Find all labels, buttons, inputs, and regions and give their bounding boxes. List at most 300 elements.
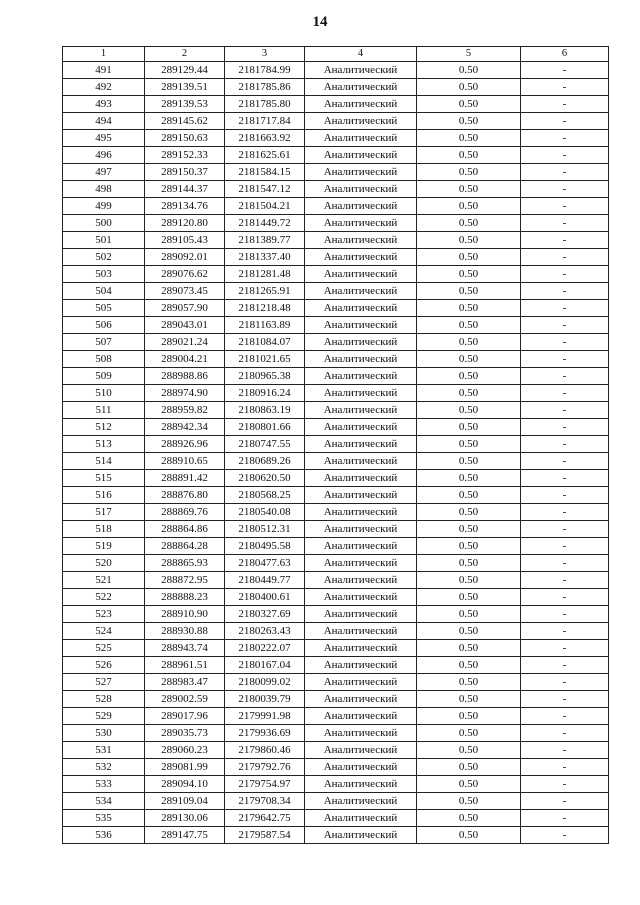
y-coordinate-cell: 2180620.50 xyxy=(225,470,305,487)
method-cell: Аналитический xyxy=(305,351,417,368)
note-cell: - xyxy=(521,79,609,96)
method-cell: Аналитический xyxy=(305,198,417,215)
accuracy-cell: 0.50 xyxy=(417,453,521,470)
x-coordinate-cell: 288926.96 xyxy=(145,436,225,453)
accuracy-cell: 0.50 xyxy=(417,181,521,198)
table-row xyxy=(63,487,609,504)
point-number-cell: 512 xyxy=(63,419,145,436)
note-cell: - xyxy=(521,334,609,351)
x-coordinate-cell: 288974.90 xyxy=(145,385,225,402)
table-row xyxy=(63,742,609,759)
point-number-cell: 519 xyxy=(63,538,145,555)
table-row xyxy=(63,334,609,351)
note-cell: - xyxy=(521,555,609,572)
y-coordinate-cell: 2180167.04 xyxy=(225,657,305,674)
x-coordinate-cell: 289004.21 xyxy=(145,351,225,368)
method-cell: Аналитический xyxy=(305,113,417,130)
accuracy-cell: 0.50 xyxy=(417,402,521,419)
accuracy-cell: 0.50 xyxy=(417,725,521,742)
table-row xyxy=(63,827,609,844)
accuracy-cell: 0.50 xyxy=(417,555,521,572)
point-number-cell: 497 xyxy=(63,164,145,181)
method-cell: Аналитический xyxy=(305,283,417,300)
table-row xyxy=(63,62,609,79)
accuracy-cell: 0.50 xyxy=(417,419,521,436)
y-coordinate-cell: 2180747.55 xyxy=(225,436,305,453)
note-cell: - xyxy=(521,708,609,725)
x-coordinate-cell: 289105.43 xyxy=(145,232,225,249)
point-number-cell: 526 xyxy=(63,657,145,674)
y-coordinate-cell: 2181281.48 xyxy=(225,266,305,283)
accuracy-cell: 0.50 xyxy=(417,589,521,606)
method-cell: Аналитический xyxy=(305,742,417,759)
y-coordinate-cell: 2181547.12 xyxy=(225,181,305,198)
table-row xyxy=(63,96,609,113)
point-number-cell: 525 xyxy=(63,640,145,657)
note-cell: - xyxy=(521,572,609,589)
accuracy-cell: 0.50 xyxy=(417,436,521,453)
y-coordinate-cell: 2181784.99 xyxy=(225,62,305,79)
table-row xyxy=(63,198,609,215)
y-coordinate-cell: 2181265.91 xyxy=(225,283,305,300)
x-coordinate-cell: 288983.47 xyxy=(145,674,225,691)
x-coordinate-cell: 288930.88 xyxy=(145,623,225,640)
y-coordinate-cell: 2179936.69 xyxy=(225,725,305,742)
y-coordinate-cell: 2180916.24 xyxy=(225,385,305,402)
note-cell: - xyxy=(521,283,609,300)
method-cell: Аналитический xyxy=(305,368,417,385)
method-cell: Аналитический xyxy=(305,300,417,317)
note-cell: - xyxy=(521,810,609,827)
x-coordinate-cell: 288988.86 xyxy=(145,368,225,385)
y-coordinate-cell: 2180801.66 xyxy=(225,419,305,436)
point-number-cell: 535 xyxy=(63,810,145,827)
y-coordinate-cell: 2181389.77 xyxy=(225,232,305,249)
y-coordinate-cell: 2180512.31 xyxy=(225,521,305,538)
method-cell: Аналитический xyxy=(305,79,417,96)
note-cell: - xyxy=(521,793,609,810)
y-coordinate-cell: 2180400.61 xyxy=(225,589,305,606)
accuracy-cell: 0.50 xyxy=(417,266,521,283)
accuracy-cell: 0.50 xyxy=(417,368,521,385)
table-row xyxy=(63,436,609,453)
point-number-cell: 527 xyxy=(63,674,145,691)
table-row xyxy=(63,776,609,793)
y-coordinate-cell: 2180327.69 xyxy=(225,606,305,623)
y-coordinate-cell: 2181218.48 xyxy=(225,300,305,317)
x-coordinate-cell: 289139.53 xyxy=(145,96,225,113)
y-coordinate-cell: 2179991.98 xyxy=(225,708,305,725)
method-cell: Аналитический xyxy=(305,640,417,657)
table-row xyxy=(63,470,609,487)
note-cell: - xyxy=(521,62,609,79)
accuracy-cell: 0.50 xyxy=(417,385,521,402)
table-body xyxy=(63,62,609,844)
y-coordinate-cell: 2179860.46 xyxy=(225,742,305,759)
method-cell: Аналитический xyxy=(305,402,417,419)
note-cell: - xyxy=(521,181,609,198)
note-cell: - xyxy=(521,827,609,844)
x-coordinate-cell: 289073.45 xyxy=(145,283,225,300)
method-cell: Аналитический xyxy=(305,827,417,844)
point-number-cell: 495 xyxy=(63,130,145,147)
y-coordinate-cell: 2179587.54 xyxy=(225,827,305,844)
note-cell: - xyxy=(521,198,609,215)
method-cell: Аналитический xyxy=(305,623,417,640)
note-cell: - xyxy=(521,504,609,521)
y-coordinate-cell: 2180863.19 xyxy=(225,402,305,419)
accuracy-cell: 0.50 xyxy=(417,317,521,334)
point-number-cell: 505 xyxy=(63,300,145,317)
point-number-cell: 492 xyxy=(63,79,145,96)
method-cell: Аналитический xyxy=(305,504,417,521)
x-coordinate-cell: 289120.80 xyxy=(145,215,225,232)
note-cell: - xyxy=(521,538,609,555)
method-cell: Аналитический xyxy=(305,810,417,827)
point-number-cell: 491 xyxy=(63,62,145,79)
table-row xyxy=(63,555,609,572)
point-number-cell: 521 xyxy=(63,572,145,589)
table-row xyxy=(63,317,609,334)
x-coordinate-cell: 289017.96 xyxy=(145,708,225,725)
method-cell: Аналитический xyxy=(305,130,417,147)
note-cell: - xyxy=(521,589,609,606)
method-cell: Аналитический xyxy=(305,232,417,249)
note-cell: - xyxy=(521,640,609,657)
x-coordinate-cell: 289145.62 xyxy=(145,113,225,130)
y-coordinate-cell: 2180039.79 xyxy=(225,691,305,708)
x-coordinate-cell: 289043.01 xyxy=(145,317,225,334)
note-cell: - xyxy=(521,776,609,793)
note-cell: - xyxy=(521,300,609,317)
accuracy-cell: 0.50 xyxy=(417,793,521,810)
y-coordinate-cell: 2181449.72 xyxy=(225,215,305,232)
accuracy-cell: 0.50 xyxy=(417,249,521,266)
x-coordinate-cell: 288888.23 xyxy=(145,589,225,606)
table-row xyxy=(63,130,609,147)
accuracy-cell: 0.50 xyxy=(417,521,521,538)
accuracy-cell: 0.50 xyxy=(417,334,521,351)
accuracy-cell: 0.50 xyxy=(417,300,521,317)
point-number-cell: 501 xyxy=(63,232,145,249)
accuracy-cell: 0.50 xyxy=(417,198,521,215)
accuracy-cell: 0.50 xyxy=(417,640,521,657)
x-coordinate-cell: 289094.10 xyxy=(145,776,225,793)
x-coordinate-cell: 289139.51 xyxy=(145,79,225,96)
x-coordinate-cell: 289129.44 xyxy=(145,62,225,79)
y-coordinate-cell: 2179754.97 xyxy=(225,776,305,793)
table-row xyxy=(63,79,609,96)
table-row xyxy=(63,810,609,827)
point-number-cell: 516 xyxy=(63,487,145,504)
point-number-cell: 498 xyxy=(63,181,145,198)
x-coordinate-cell: 288864.86 xyxy=(145,521,225,538)
point-number-cell: 529 xyxy=(63,708,145,725)
table-row xyxy=(63,674,609,691)
accuracy-cell: 0.50 xyxy=(417,351,521,368)
note-cell: - xyxy=(521,470,609,487)
accuracy-cell: 0.50 xyxy=(417,283,521,300)
table-row xyxy=(63,725,609,742)
note-cell: - xyxy=(521,402,609,419)
table-row xyxy=(63,147,609,164)
x-coordinate-cell: 288876.80 xyxy=(145,487,225,504)
point-number-cell: 536 xyxy=(63,827,145,844)
x-coordinate-cell: 289134.76 xyxy=(145,198,225,215)
x-coordinate-cell: 289130.06 xyxy=(145,810,225,827)
x-coordinate-cell: 288891.42 xyxy=(145,470,225,487)
table-row xyxy=(63,657,609,674)
point-number-cell: 499 xyxy=(63,198,145,215)
table-row xyxy=(63,623,609,640)
note-cell: - xyxy=(521,164,609,181)
y-coordinate-cell: 2181584.15 xyxy=(225,164,305,181)
y-coordinate-cell: 2180568.25 xyxy=(225,487,305,504)
point-number-cell: 508 xyxy=(63,351,145,368)
note-cell: - xyxy=(521,623,609,640)
y-coordinate-cell: 2180965.38 xyxy=(225,368,305,385)
method-cell: Аналитический xyxy=(305,215,417,232)
x-coordinate-cell: 288910.90 xyxy=(145,606,225,623)
note-cell: - xyxy=(521,521,609,538)
x-coordinate-cell: 289035.73 xyxy=(145,725,225,742)
column-header: 3 xyxy=(225,47,305,62)
point-number-cell: 503 xyxy=(63,266,145,283)
point-number-cell: 514 xyxy=(63,453,145,470)
x-coordinate-cell: 289076.62 xyxy=(145,266,225,283)
table-row xyxy=(63,708,609,725)
accuracy-cell: 0.50 xyxy=(417,79,521,96)
note-cell: - xyxy=(521,674,609,691)
y-coordinate-cell: 2180689.26 xyxy=(225,453,305,470)
accuracy-cell: 0.50 xyxy=(417,742,521,759)
y-coordinate-cell: 2181021.65 xyxy=(225,351,305,368)
table-row xyxy=(63,164,609,181)
y-coordinate-cell: 2179708.34 xyxy=(225,793,305,810)
point-number-cell: 515 xyxy=(63,470,145,487)
table-row xyxy=(63,538,609,555)
accuracy-cell: 0.50 xyxy=(417,810,521,827)
y-coordinate-cell: 2180477.63 xyxy=(225,555,305,572)
table-row xyxy=(63,504,609,521)
x-coordinate-cell: 289144.37 xyxy=(145,181,225,198)
x-coordinate-cell: 288869.76 xyxy=(145,504,225,521)
accuracy-cell: 0.50 xyxy=(417,504,521,521)
table-row xyxy=(63,402,609,419)
table-row xyxy=(63,351,609,368)
method-cell: Аналитический xyxy=(305,436,417,453)
x-coordinate-cell: 288942.34 xyxy=(145,419,225,436)
note-cell: - xyxy=(521,691,609,708)
y-coordinate-cell: 2181663.92 xyxy=(225,130,305,147)
table-row xyxy=(63,113,609,130)
accuracy-cell: 0.50 xyxy=(417,827,521,844)
point-number-cell: 502 xyxy=(63,249,145,266)
note-cell: - xyxy=(521,351,609,368)
point-number-cell: 534 xyxy=(63,793,145,810)
method-cell: Аналитический xyxy=(305,589,417,606)
y-coordinate-cell: 2181625.61 xyxy=(225,147,305,164)
note-cell: - xyxy=(521,725,609,742)
method-cell: Аналитический xyxy=(305,708,417,725)
accuracy-cell: 0.50 xyxy=(417,232,521,249)
point-number-cell: 528 xyxy=(63,691,145,708)
point-number-cell: 509 xyxy=(63,368,145,385)
table-row xyxy=(63,232,609,249)
note-cell: - xyxy=(521,759,609,776)
note-cell: - xyxy=(521,249,609,266)
method-cell: Аналитический xyxy=(305,419,417,436)
point-number-cell: 513 xyxy=(63,436,145,453)
point-number-cell: 518 xyxy=(63,521,145,538)
accuracy-cell: 0.50 xyxy=(417,470,521,487)
y-coordinate-cell: 2181504.21 xyxy=(225,198,305,215)
table-row xyxy=(63,793,609,810)
accuracy-cell: 0.50 xyxy=(417,538,521,555)
page-number: 14 xyxy=(312,14,328,30)
point-number-cell: 510 xyxy=(63,385,145,402)
point-number-cell: 517 xyxy=(63,504,145,521)
note-cell: - xyxy=(521,742,609,759)
y-coordinate-cell: 2181163.89 xyxy=(225,317,305,334)
y-coordinate-cell: 2181717.84 xyxy=(225,113,305,130)
accuracy-cell: 0.50 xyxy=(417,96,521,113)
column-header: 4 xyxy=(305,47,417,62)
method-cell: Аналитический xyxy=(305,96,417,113)
note-cell: - xyxy=(521,385,609,402)
note-cell: - xyxy=(521,487,609,504)
accuracy-cell: 0.50 xyxy=(417,164,521,181)
accuracy-cell: 0.50 xyxy=(417,62,521,79)
x-coordinate-cell: 289002.59 xyxy=(145,691,225,708)
method-cell: Аналитический xyxy=(305,572,417,589)
method-cell: Аналитический xyxy=(305,691,417,708)
method-cell: Аналитический xyxy=(305,470,417,487)
coordinates-table xyxy=(62,46,609,844)
point-number-cell: 496 xyxy=(63,147,145,164)
x-coordinate-cell: 289057.90 xyxy=(145,300,225,317)
table-row xyxy=(63,419,609,436)
note-cell: - xyxy=(521,266,609,283)
point-number-cell: 533 xyxy=(63,776,145,793)
accuracy-cell: 0.50 xyxy=(417,691,521,708)
column-header: 5 xyxy=(417,47,521,62)
method-cell: Аналитический xyxy=(305,453,417,470)
x-coordinate-cell: 288943.74 xyxy=(145,640,225,657)
note-cell: - xyxy=(521,232,609,249)
point-number-cell: 532 xyxy=(63,759,145,776)
x-coordinate-cell: 289060.23 xyxy=(145,742,225,759)
method-cell: Аналитический xyxy=(305,334,417,351)
x-coordinate-cell: 289147.75 xyxy=(145,827,225,844)
point-number-cell: 506 xyxy=(63,317,145,334)
accuracy-cell: 0.50 xyxy=(417,113,521,130)
x-coordinate-cell: 288864.28 xyxy=(145,538,225,555)
method-cell: Аналитический xyxy=(305,249,417,266)
x-coordinate-cell: 289150.63 xyxy=(145,130,225,147)
note-cell: - xyxy=(521,419,609,436)
table-header xyxy=(63,47,609,62)
table-row xyxy=(63,249,609,266)
x-coordinate-cell: 289150.37 xyxy=(145,164,225,181)
accuracy-cell: 0.50 xyxy=(417,776,521,793)
point-number-cell: 531 xyxy=(63,742,145,759)
accuracy-cell: 0.50 xyxy=(417,674,521,691)
table-row xyxy=(63,572,609,589)
table-row xyxy=(63,453,609,470)
y-coordinate-cell: 2180099.02 xyxy=(225,674,305,691)
table-row xyxy=(63,283,609,300)
column-header: 1 xyxy=(63,47,145,62)
x-coordinate-cell: 288872.95 xyxy=(145,572,225,589)
table-row xyxy=(63,368,609,385)
accuracy-cell: 0.50 xyxy=(417,657,521,674)
y-coordinate-cell: 2181084.07 xyxy=(225,334,305,351)
note-cell: - xyxy=(521,657,609,674)
point-number-cell: 520 xyxy=(63,555,145,572)
method-cell: Аналитический xyxy=(305,385,417,402)
note-cell: - xyxy=(521,147,609,164)
method-cell: Аналитический xyxy=(305,776,417,793)
method-cell: Аналитический xyxy=(305,147,417,164)
x-coordinate-cell: 288961.51 xyxy=(145,657,225,674)
method-cell: Аналитический xyxy=(305,674,417,691)
x-coordinate-cell: 289152.33 xyxy=(145,147,225,164)
note-cell: - xyxy=(521,96,609,113)
point-number-cell: 493 xyxy=(63,96,145,113)
method-cell: Аналитический xyxy=(305,521,417,538)
y-coordinate-cell: 2181785.80 xyxy=(225,96,305,113)
accuracy-cell: 0.50 xyxy=(417,708,521,725)
accuracy-cell: 0.50 xyxy=(417,572,521,589)
x-coordinate-cell: 289021.24 xyxy=(145,334,225,351)
note-cell: - xyxy=(521,317,609,334)
note-cell: - xyxy=(521,436,609,453)
x-coordinate-cell: 289092.01 xyxy=(145,249,225,266)
method-cell: Аналитический xyxy=(305,266,417,283)
point-number-cell: 494 xyxy=(63,113,145,130)
accuracy-cell: 0.50 xyxy=(417,623,521,640)
header-row xyxy=(63,47,609,62)
y-coordinate-cell: 2179642.75 xyxy=(225,810,305,827)
table-row xyxy=(63,215,609,232)
table-row xyxy=(63,385,609,402)
method-cell: Аналитический xyxy=(305,538,417,555)
table-row xyxy=(63,266,609,283)
point-number-cell: 524 xyxy=(63,623,145,640)
method-cell: Аналитический xyxy=(305,759,417,776)
method-cell: Аналитический xyxy=(305,62,417,79)
y-coordinate-cell: 2180449.77 xyxy=(225,572,305,589)
note-cell: - xyxy=(521,453,609,470)
note-cell: - xyxy=(521,606,609,623)
y-coordinate-cell: 2180540.08 xyxy=(225,504,305,521)
x-coordinate-cell: 289109.04 xyxy=(145,793,225,810)
method-cell: Аналитический xyxy=(305,725,417,742)
accuracy-cell: 0.50 xyxy=(417,606,521,623)
y-coordinate-cell: 2180263.43 xyxy=(225,623,305,640)
column-header: 2 xyxy=(145,47,225,62)
x-coordinate-cell: 288959.82 xyxy=(145,402,225,419)
accuracy-cell: 0.50 xyxy=(417,759,521,776)
y-coordinate-cell: 2179792.76 xyxy=(225,759,305,776)
note-cell: - xyxy=(521,368,609,385)
column-header: 6 xyxy=(521,47,609,62)
note-cell: - xyxy=(521,215,609,232)
x-coordinate-cell: 288865.93 xyxy=(145,555,225,572)
x-coordinate-cell: 289081.99 xyxy=(145,759,225,776)
accuracy-cell: 0.50 xyxy=(417,215,521,232)
